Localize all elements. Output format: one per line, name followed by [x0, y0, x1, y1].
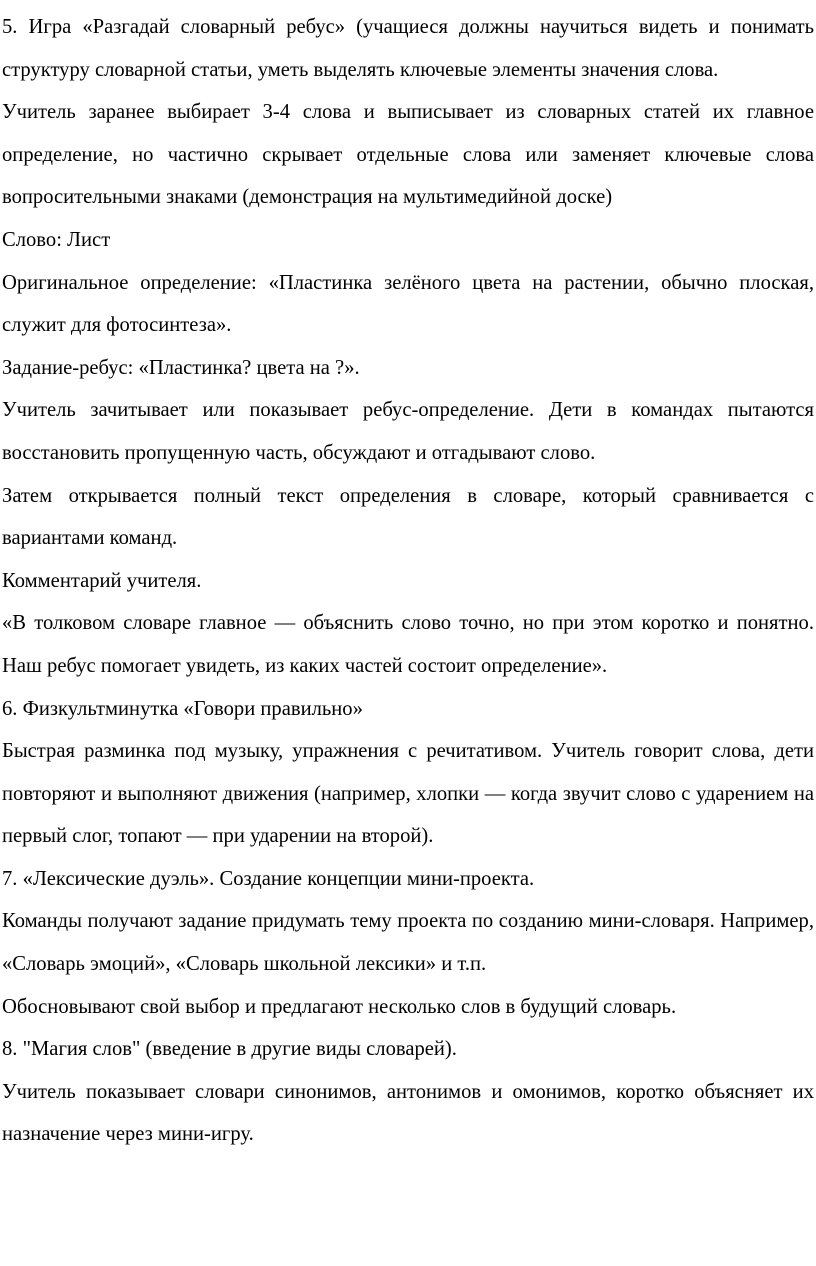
paragraph-full-definition-opened: Затем открывается полный текст определения в словаре, который сравнивается с вариантами команд. — [2, 484, 814, 550]
paragraph-original-definition: Оригинальное определение: «Пластинка зелёного цвета на растении, обычно плоская, служит для фотосинтеза». — [2, 271, 814, 337]
paragraph-justify-choice: Обосновывают свой выбор и предлагают несколько слов в будущий словарь. — [2, 995, 677, 1018]
paragraph-game-5-title: 5. Игра «Разгадай словарный ребус» (учащиеся должны научиться видеть и понимать структуру словарной статьи, уметь выделять ключевые элементы значения слова. — [2, 16, 814, 81]
paragraph-teacher-selects-words: Учитель заранее выбирает 3-4 слова и выписывает из словарных статей их главное определение, но частично скрывает отдельные слова или заменяет ключевые слова вопросительными знаками (демонстрация на мультимедийной доске) — [2, 101, 814, 209]
paragraph-teacher-comment-heading: Комментарий учителя. — [2, 569, 202, 592]
paragraph-magic-words-title: 8. "Магия слов" (введение в другие виды словарей). — [2, 1038, 457, 1061]
paragraph-word-example: Слово: Лист — [2, 228, 111, 251]
paragraph-teacher-comment-quote: «В толковом словаре главное — объяснить слово точно, но при этом коротко и понятно. Наш ребус помогает увидеть, из каких частей состоит определение». — [2, 612, 814, 677]
paragraph-warmup-description: Быстрая разминка под музыку, упражнения с речитативом. Учитель говорит слова, дети повторяют и выполняют движения (например, хлопки — когда звучит слово с ударением на первый слог, топают — при ударении на второй). — [2, 740, 814, 848]
paragraph-teacher-reads-rebus: Учитель зачитывает или показывает ребус-определение. Дети в командах пытаются восстановить пропущенную часть, обсуждают и отгадывают слово. — [2, 399, 814, 464]
paragraph-dictionaries-description: Учитель показывает словари синонимов, антонимов и омонимов, коротко объясняет их назначение через мини-игру. — [2, 1080, 814, 1146]
paragraph-lexical-duel-title: 7. «Лексические дуэль». Создание концепции мини-проекта. — [2, 867, 535, 890]
paragraph-exercise-6-title: 6. Физкультминутка «Говори правильно» — [2, 697, 363, 720]
paragraph-teams-task: Команды получают задание придумать тему проекта по созданию мини-словаря. Например, «Словарь эмоций», «Словарь школьной лексики» и т.п. — [2, 910, 814, 976]
paragraph-rebus-task: Задание-ребус: «Пластинка? цвета на ?». — [2, 356, 360, 379]
